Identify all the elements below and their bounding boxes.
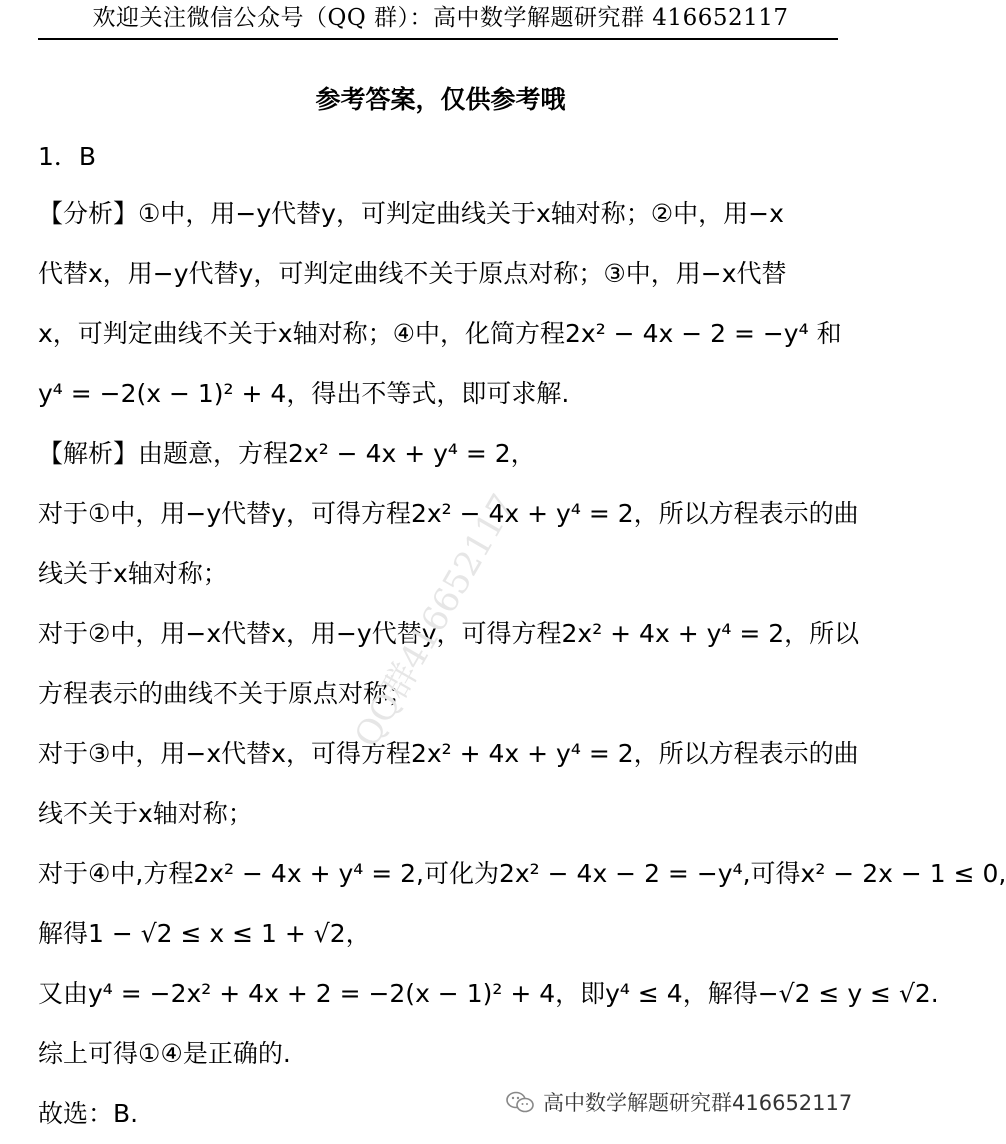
solution-line: 线不关于x轴对称； — [38, 799, 253, 828]
analysis-line: y⁴ = −2(x − 1)² + 4，得出不等式，即可求解. — [38, 379, 570, 408]
page-header: 欢迎关注微信公众号（QQ 群）：高中数学解题研究群 416652117 — [92, 5, 789, 31]
solution-line: 对于①中，用−y代替y，可得方程2x² − 4x + y⁴ = 2，所以方程表示的曲 — [38, 499, 859, 528]
solution-line: 综上可得①④是正确的. — [38, 1039, 291, 1068]
solution-line: 线关于x轴对称； — [38, 559, 228, 588]
solution-line: 对于④中,方程2x² − 4x + y⁴ = 2,可化为2x² − 4x − 2 = −y⁴,可得x² − 2x − 1 ≤ 0, — [38, 859, 1006, 888]
solution-line: 【解析】由题意，方程2x² − 4x + y⁴ = 2， — [38, 439, 536, 468]
answer-line: 1．B — [38, 142, 97, 171]
wechat-icon — [505, 1090, 535, 1114]
footer-brand — [505, 1084, 852, 1120]
solution-line: 对于③中，用−x代替x，可得方程2x² + 4x + y⁴ = 2，所以方程表示的曲 — [38, 739, 859, 768]
watermark: QQ群416652117 — [346, 487, 524, 754]
analysis-line: 代替x，用−y代替y，可判定曲线不关于原点对称；③中，用−x代替 — [38, 259, 787, 288]
footer-text: 高中数学解题研究群416652117 — [543, 1091, 853, 1115]
solution-line: 方程表示的曲线不关于原点对称； — [38, 679, 414, 708]
analysis-line: x，可判定曲线不关于x轴对称；④中，化简方程2x² − 4x − 2 = −y⁴ 和 — [38, 319, 842, 348]
solution-line: 又由y⁴ = −2x² + 4x + 2 = −2(x − 1)² + 4，即y⁴ ≤ 4，解得−√2 ≤ y ≤ √2. — [38, 979, 939, 1008]
solution-line: 对于②中，用−x代替x，用−y代替y，可得方程2x² + 4x + y⁴ = 2，所以 — [38, 619, 860, 648]
page-title: 参考答案，仅供参考哦 — [315, 85, 566, 114]
conclusion-line: 故选：B. — [38, 1099, 139, 1128]
header-rule — [38, 38, 838, 40]
analysis-line: 【分析】①中，用−y代替y，可判定曲线关于x轴对称；②中，用−x — [38, 199, 784, 228]
solution-line: 解得1 − √2 ≤ x ≤ 1 + √2， — [38, 919, 371, 948]
